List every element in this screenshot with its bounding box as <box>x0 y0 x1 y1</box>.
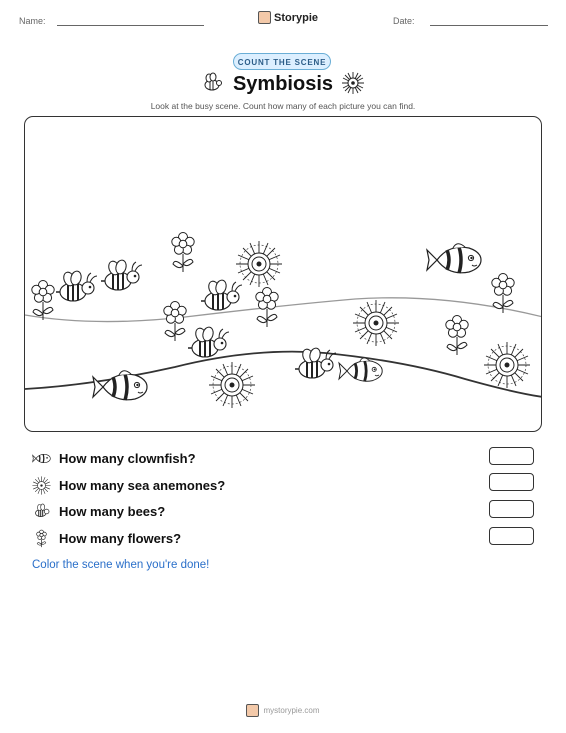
counting-scene <box>24 116 542 432</box>
color-instruction: Color the scene when you're done! <box>32 559 210 571</box>
flower <box>492 274 514 314</box>
sea-anemone <box>236 241 282 287</box>
storypie-mascot-icon <box>258 11 271 24</box>
flower <box>164 302 186 342</box>
answer-box-clownfish[interactable] <box>489 447 534 465</box>
date-field-line[interactable] <box>430 25 548 26</box>
name-field-line[interactable] <box>57 25 204 26</box>
question-sea-anemones <box>32 476 225 495</box>
question-bees <box>32 502 165 521</box>
storypie-mascot-icon <box>246 704 259 717</box>
sea-anemone <box>353 300 399 346</box>
question-text: How many clownfish? <box>59 451 196 466</box>
wave-line-bottom <box>25 352 542 397</box>
sea-anemone-icon <box>32 476 51 495</box>
flower <box>256 288 278 328</box>
page-title: Symbiosis <box>232 73 334 95</box>
bee <box>101 259 142 290</box>
flower <box>172 233 194 273</box>
name-label: Name: <box>19 16 46 26</box>
question-text: How many flowers? <box>59 531 182 546</box>
clownfish <box>427 244 481 273</box>
brand-name: Storypie <box>274 11 319 24</box>
instructions-subtitle: Look at the busy scene. Count how many of each picture you can find. <box>150 101 416 111</box>
count-the-scene-badge: COUNT THE SCENE <box>233 53 331 70</box>
flower <box>32 281 54 321</box>
question-text: How many bees? <box>59 504 166 519</box>
scene-illustration <box>25 117 542 432</box>
wave-line-top <box>25 298 542 322</box>
date-label: Date: <box>393 16 415 26</box>
sea-anemone <box>484 342 530 388</box>
answer-box-sea-anemones[interactable] <box>489 473 534 491</box>
answer-box-flowers[interactable] <box>489 527 534 545</box>
sea-anemone-icon <box>341 71 365 95</box>
footer-url[interactable]: mystorypie.com <box>263 706 320 715</box>
flower-icon <box>32 529 51 548</box>
footer <box>0 704 566 717</box>
question-clownfish <box>32 449 196 468</box>
question-flowers <box>32 529 181 548</box>
bee <box>201 279 242 310</box>
clownfish <box>339 358 382 381</box>
bee <box>56 270 97 301</box>
answer-box-bees[interactable] <box>489 500 534 518</box>
flower <box>446 316 468 356</box>
brand-logo <box>258 11 318 24</box>
question-text: How many sea anemones? <box>59 478 226 493</box>
bee <box>188 326 229 357</box>
bee-icon <box>32 502 51 521</box>
clownfish-icon <box>32 449 51 468</box>
sea-anemone <box>209 362 255 408</box>
